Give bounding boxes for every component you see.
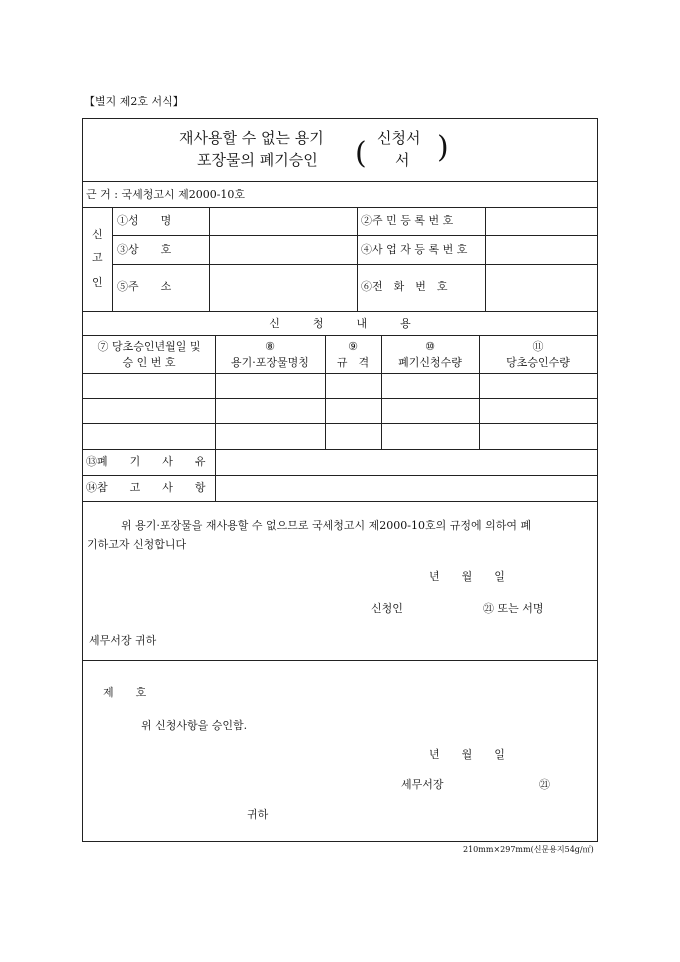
approval-number: 제 호	[103, 686, 147, 699]
col5-header-label: 당초승인수량	[506, 356, 570, 369]
title-option-document: 서	[395, 151, 410, 169]
applicant-label-3: 인	[92, 276, 103, 289]
remarks-input[interactable]	[217, 477, 595, 499]
title-paren-right: )	[437, 130, 449, 165]
col3-header-label: 규 격	[336, 356, 370, 369]
address-input[interactable]	[211, 266, 355, 309]
reason-label: ⑬폐 기 사 유	[86, 455, 206, 468]
rrn-label: ②주 민 등 록 번 호	[361, 214, 454, 227]
title-option-application: 신청서	[377, 129, 421, 147]
address-label: ⑤주 소	[117, 280, 172, 293]
rrn-input[interactable]	[487, 209, 595, 233]
table-row[interactable]	[83, 399, 597, 422]
trade-name-input[interactable]	[211, 237, 355, 262]
approval-date: 년 월 일	[429, 748, 505, 761]
declaration-date: 년 월 일	[429, 570, 505, 583]
col4-header-label: 폐기신청수량	[398, 356, 462, 369]
phone-label: ⑥전 화 번 호	[361, 280, 448, 293]
declaration-line1: 위 용기·포장물을 재사용할 수 없으므로 국세청고시 제2000-10호의 규정에 의하여 폐	[121, 519, 532, 532]
col4-header-num: ⑩	[425, 340, 435, 353]
title-line1: 재사용할 수 없는 용기	[179, 129, 324, 147]
approval-seal: ㉑	[539, 778, 550, 791]
biz-no-label: ④사 업 자 등 록 번 호	[361, 243, 468, 256]
trade-name-label: ③상 호	[117, 243, 172, 256]
biz-no-input[interactable]	[487, 237, 595, 262]
declaration-line2: 기하고자 신청합니다	[87, 538, 187, 551]
col2-header-label: 용기·포장물명칭	[231, 356, 309, 369]
application-header: 신 청 내 용	[269, 317, 411, 330]
title-paren-left: (	[355, 136, 367, 171]
applicant-label-2: 고	[92, 251, 103, 264]
table-row[interactable]	[83, 374, 597, 397]
col3-header-num: ⑨	[348, 340, 358, 353]
col1-header-line2: 승 인 번 호	[122, 356, 176, 369]
title-line2: 포장물의 폐기승인	[197, 151, 318, 169]
name-input[interactable]	[211, 209, 355, 233]
col5-header-num: ⑪	[532, 340, 544, 353]
table-row[interactable]	[83, 424, 597, 448]
declaration-sign: ㉑ 또는 서명	[483, 602, 544, 615]
application-form	[82, 118, 598, 842]
remarks-label: ⑭참 고 사 항	[86, 481, 206, 494]
paper-note: 210mm×297mm(신문용지54g/㎡)	[463, 845, 594, 854]
declaration-addressee: 세무서장 귀하	[89, 634, 157, 647]
applicant-label-1: 신	[92, 228, 103, 241]
col2-header-num: ⑧	[265, 340, 275, 353]
reason-input[interactable]	[217, 451, 595, 473]
name-label: ①성 명	[117, 214, 172, 227]
form-label: 【별지 제2호 서식】	[84, 95, 184, 108]
basis-text: 근 거 : 국세청고시 제2000-10호	[86, 188, 246, 201]
phone-input[interactable]	[487, 266, 595, 309]
declaration-applicant: 신청인	[371, 602, 403, 615]
approval-office: 세무서장	[401, 778, 444, 791]
approval-text: 위 신청사항을 승인함.	[141, 719, 248, 732]
col1-header-line1: ⑦ 당초승인년월일 및	[97, 340, 201, 353]
approval-addressee: 귀하	[247, 808, 269, 821]
